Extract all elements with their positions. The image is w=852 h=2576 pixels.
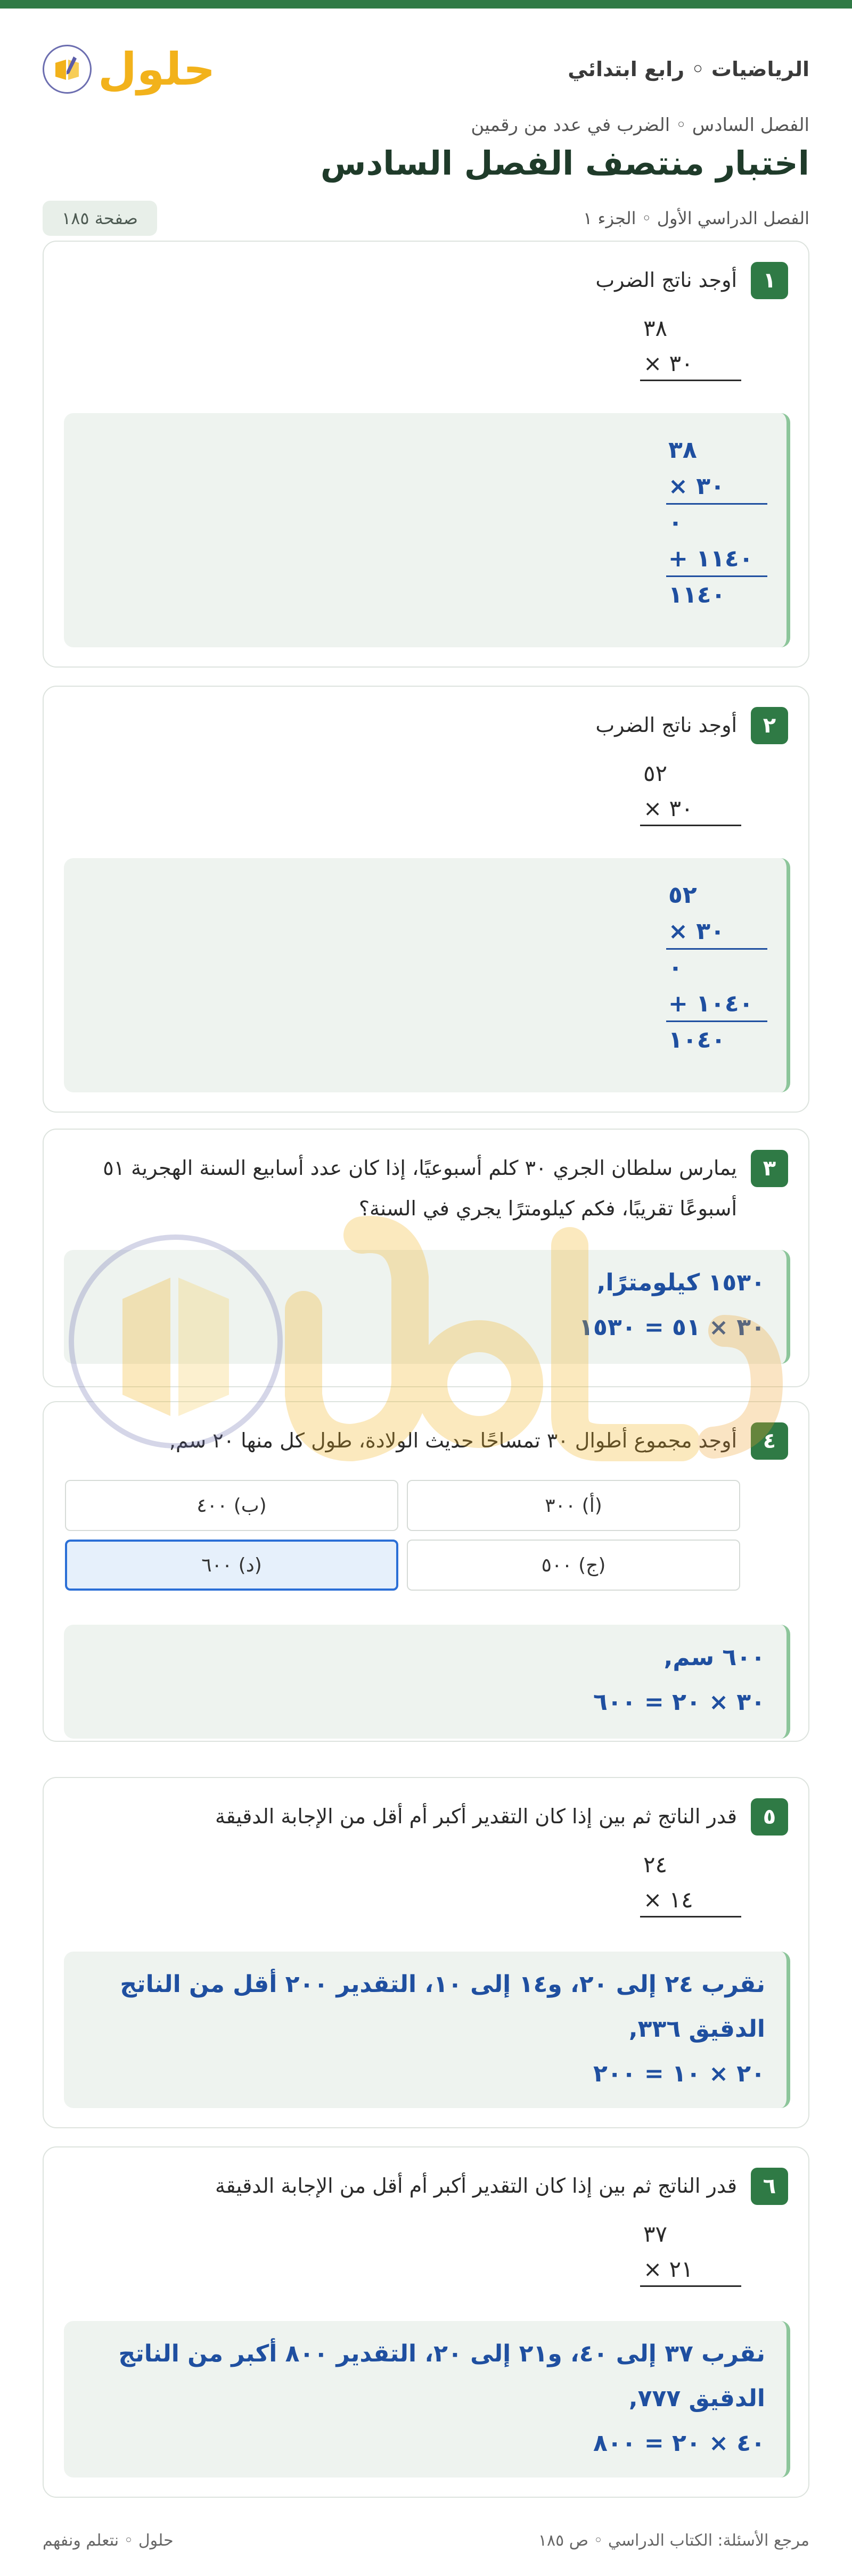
question-head — [62, 2168, 788, 2206]
footer-tagline: حلول ◦ نتعلم ونفهم — [43, 2531, 174, 2550]
problem-multiplication — [640, 2217, 741, 2287]
question-card-6 — [43, 2146, 809, 2498]
question-number: ٤ — [751, 1422, 788, 1460]
chapter-line: الفصل السادس ◦ الضرب في عدد من رقمين — [471, 114, 809, 136]
answer-line: ١٠٤٠ — [668, 1026, 726, 1054]
subject-grade: الرياضيات ◦ رابع ابتدائي — [568, 57, 809, 81]
answer-text — [85, 1635, 765, 1725]
question-number: ٥ — [751, 1798, 788, 1836]
multiplier: × ١٤ — [640, 1882, 741, 1917]
question-number: ٦ — [751, 2168, 788, 2205]
page-title: اختبار منتصف الفصل السادس — [320, 144, 809, 183]
answer-line: + ١١٤٠ — [666, 541, 767, 577]
multiplicand: ٣٨ — [643, 315, 668, 341]
answer-line: ٠ — [668, 509, 683, 536]
answer-line: × ٣٠ — [666, 913, 767, 950]
answer-box — [64, 413, 790, 647]
footer-reference: مرجع الأسئلة: الكتاب الدراسي ◦ ص ١٨٥ — [538, 2531, 809, 2550]
question-card-2 — [43, 686, 809, 1113]
option-a[interactable]: (أ) ٣٠٠ — [407, 1480, 740, 1531]
question-text: أوجد مجموع أطوال ٣٠ تمساحًا حديث الولادة، طول كل منها ٢٠ سم, — [169, 1429, 737, 1452]
answer-line: نقرب ٢٤ إلى ٢٠، و١٤ إلى ١٠، التقدير ٢٠٠ أقل من الناتج الدقيق ٣٣٦, — [120, 1971, 765, 2043]
answer-line: ٤٠ × ٢٠ = ٨٠٠ — [593, 2430, 765, 2457]
book-pen-icon — [43, 45, 92, 94]
header — [43, 37, 809, 101]
answer-multiplication — [666, 877, 767, 1058]
answer-box — [64, 858, 790, 1092]
answer-line: ٣٨ — [668, 437, 697, 464]
question-number: ١ — [751, 262, 788, 299]
semester-part: الفصل الدراسي الأول ◦ الجزء ١ — [583, 208, 809, 228]
question-card-5 — [43, 1777, 809, 2128]
multiplicand: ٥٢ — [643, 760, 668, 786]
meta-row — [43, 200, 809, 237]
question-number: ٢ — [751, 707, 788, 744]
question-card-3 — [43, 1129, 809, 1387]
answer-line: ١١٤٠ — [668, 581, 726, 608]
multiplicand: ٢٤ — [643, 1851, 668, 1878]
answer-line: نقرب ٣٧ إلى ٤٠، و٢١ إلى ٢٠، التقدير ٨٠٠ أكبر من الناتج الدقيق ٧٧٧, — [118, 2340, 765, 2412]
answer-text — [85, 2332, 765, 2466]
answer-line: + ١٠٤٠ — [666, 986, 767, 1022]
question-text: قدر الناتج ثم بين إذا كان التقدير أكبر أم أقل من الإجابة الدقيقة — [215, 2174, 737, 2198]
question-head — [62, 1422, 788, 1461]
question-head — [62, 707, 788, 745]
question-text: أوجد ناتج الضرب — [595, 713, 737, 737]
question-card-1 — [43, 241, 809, 668]
answer-multiplication — [666, 432, 767, 613]
option-b[interactable]: (ب) ٤٠٠ — [65, 1480, 398, 1531]
question-text: أوجد ناتج الضرب — [595, 268, 737, 292]
question-head — [62, 1150, 788, 1229]
multiplicand: ٣٧ — [643, 2221, 668, 2247]
top-accent-bar — [0, 0, 852, 9]
answer-box — [64, 2321, 790, 2478]
option-d-selected[interactable]: (د) ٦٠٠ — [65, 1540, 398, 1591]
footer — [43, 2531, 809, 2550]
option-c[interactable]: (ج) ٥٠٠ — [407, 1540, 740, 1591]
answer-line: ٣٠ × ٥١ = ١٥٣٠ — [579, 1314, 765, 1341]
multiplier: × ٣٠ — [640, 791, 741, 826]
problem-multiplication — [640, 1847, 741, 1917]
question-head — [62, 262, 788, 300]
answer-text — [85, 1261, 765, 1350]
answer-text — [85, 1962, 765, 2096]
question-card-4 — [43, 1401, 809, 1742]
question-head — [62, 1798, 788, 1837]
answer-line: ٣٠ × ٢٠ = ٦٠٠ — [593, 1689, 765, 1716]
question-number: ٣ — [751, 1150, 788, 1187]
answer-line: × ٣٠ — [666, 468, 767, 505]
answer-box — [64, 1625, 790, 1739]
multiplier: × ٢١ — [640, 2252, 741, 2287]
problem-multiplication — [640, 756, 741, 826]
page-badge: صفحة ١٨٥ — [43, 201, 157, 236]
answer-line: ٢٠ × ١٠ = ٢٠٠ — [593, 2060, 765, 2087]
multiplier: × ٣٠ — [640, 346, 741, 381]
answer-line: ٥٢ — [668, 882, 697, 909]
question-text: قدر الناتج ثم بين إذا كان التقدير أكبر أم أقل من الإجابة الدقيقة — [215, 1805, 737, 1828]
problem-multiplication — [640, 311, 741, 381]
logo[interactable] — [43, 43, 215, 95]
answer-box — [64, 1250, 790, 1364]
logo-wordmark: حلول — [98, 43, 216, 95]
answer-box — [64, 1952, 790, 2108]
answer-line: ١٥٣٠ كيلومترًا, — [596, 1269, 765, 1296]
answer-line: ٦٠٠ سم, — [663, 1644, 765, 1671]
answer-line: ٠ — [668, 954, 683, 981]
question-text: يمارس سلطان الجري ٣٠ كلم أسبوعيًا، إذا كان عدد أسابيع السنة الهجرية ٥١ أسبوعًا تقريبًا، فكم كيلومترًا يجري في السنة؟ — [103, 1156, 737, 1220]
